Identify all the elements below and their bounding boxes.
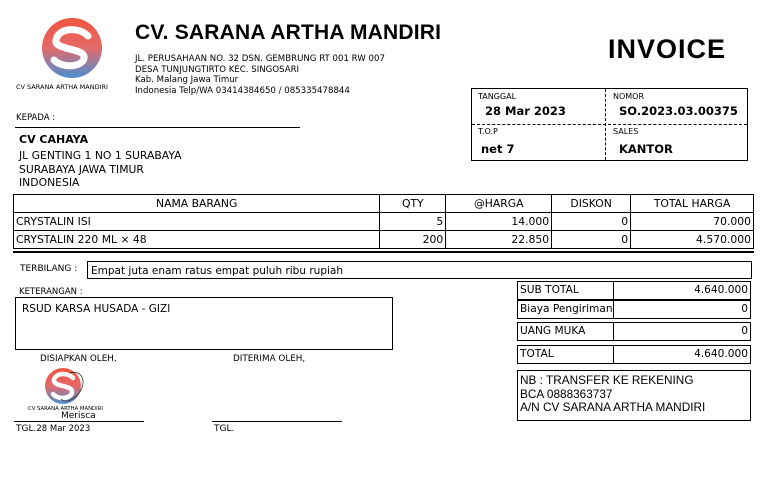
table-row [14,213,754,231]
payment-note-line: BCA 0888363737 [520,386,613,401]
prepared-by-label: DISIAPKAN OLEH, [40,354,117,364]
address-line: JL. PERUSAHAAN NO. 32 DSN. GEMBRUNG RT 001 RW 007 [135,54,385,64]
header-qty: QTY [380,195,446,213]
customer-address-line: SURABAYA JAWA TIMUR [19,162,144,176]
cell-total: 70.000 [631,213,754,231]
sales-label: SALES [613,127,639,136]
customer-address-line: INDONESIA [19,176,80,189]
address-line: DESA TUNJUNGTIRTO KEC. SINGOSARI [135,64,300,75]
sub-total-label: SUB TOTAL [520,284,579,296]
cell-nama: CRYSTALIN 220 ML × 48 [14,231,380,249]
signature-line-prepared [14,421,144,422]
cell-harga: 22.850 [446,231,552,249]
customer-divider [15,127,300,128]
company-name: CV. SARANA ARTHA MANDIRI [135,21,442,44]
nomor-value: SO.2023.03.00375 [619,104,738,118]
sales-value: KANTOR [619,142,673,156]
meta-divider-horizontal [472,124,747,125]
cell-diskon: 0 [552,231,631,249]
nomor-label: NOMOR [613,92,645,101]
company-address [135,54,385,96]
summary-divider [613,323,614,340]
biaya-row [517,300,751,319]
tgl-date: 28 Mar 2023 [36,424,91,434]
keterangan-text: RSUD KARSA HUSADA - GIZI [15,297,393,350]
biaya-label: Biaya Pengiriman [520,303,613,315]
logo-caption: CV SARANA ARTHA MANDIRI [16,83,108,91]
cell-diskon: 0 [552,213,631,231]
uang-muka-value: 0 [741,325,748,337]
header-harga: @HARGA [446,195,552,213]
tgl-label: TGL. [16,424,37,434]
tgl-label-prepared [16,424,90,434]
customer-address-line: JL GENTING 1 NO 1 SURABAYA [19,149,182,162]
sub-total-row [517,281,751,300]
tgl-label-received: TGL. [214,424,235,434]
table-header-row [14,195,754,213]
payment-note-line: NB : TRANSFER KE REKENING [520,373,694,387]
cell-harga: 14.000 [446,213,552,231]
tanggal-label: TANGGAL [478,92,517,101]
address-line: Indonesia Telp/WA 03414384650 / 085335478844 [135,85,350,96]
total-row [517,345,751,364]
items-table [13,194,754,249]
address-line: Kab. Malang Jawa Timur [135,75,239,86]
payment-note-line: A/N CV SARANA ARTHA MANDIRI [520,400,706,414]
sub-total-value: 4.640.000 [694,284,748,296]
total-value: 4.640.000 [694,348,748,360]
header-diskon: DISKON [552,195,631,213]
header-total-harga: TOTAL HARGA [631,195,754,213]
signer-name: Merisca [61,411,96,421]
cell-total: 4.570.000 [631,231,754,249]
customer-name: CV CAHAYA [19,133,89,146]
signature-stamp [43,365,87,407]
total-label: TOTAL [520,348,554,360]
biaya-value: 0 [741,303,748,315]
customer-label: KEPADA : [16,113,56,123]
uang-muka-row [517,322,751,341]
company-logo [38,16,106,80]
table-bottom-rule [13,251,754,253]
summary-divider [613,301,614,318]
top-label: T.O.P [478,127,498,136]
payment-note [517,370,751,421]
stamp-caption: CV SARANA ARTHA MANDIRI [28,406,103,412]
top-value: net 7 [481,142,515,156]
signature-line-received [212,421,342,422]
tanggal-value: 28 Mar 2023 [485,104,566,118]
summary-divider [613,282,614,299]
table-row [14,231,754,249]
document-title: INVOICE [608,34,727,64]
summary-divider [613,346,614,363]
received-by-label: DITERIMA OLEH, [233,354,306,364]
invoice-meta-box [471,88,748,161]
cell-nama: CRYSTALIN ISI [14,213,380,231]
keterangan-label: KETERANGAN : [19,287,83,297]
header-nama-barang: NAMA BARANG [14,195,380,213]
terbilang-label: TERBILANG : [20,264,78,274]
cell-qty: 200 [380,231,446,249]
terbilang-text: Empat juta enam ratus empat puluh ribu rupiah [87,261,752,279]
customer-address [19,149,181,190]
cell-qty: 5 [380,213,446,231]
uang-muka-label: UANG MUKA [520,325,586,337]
